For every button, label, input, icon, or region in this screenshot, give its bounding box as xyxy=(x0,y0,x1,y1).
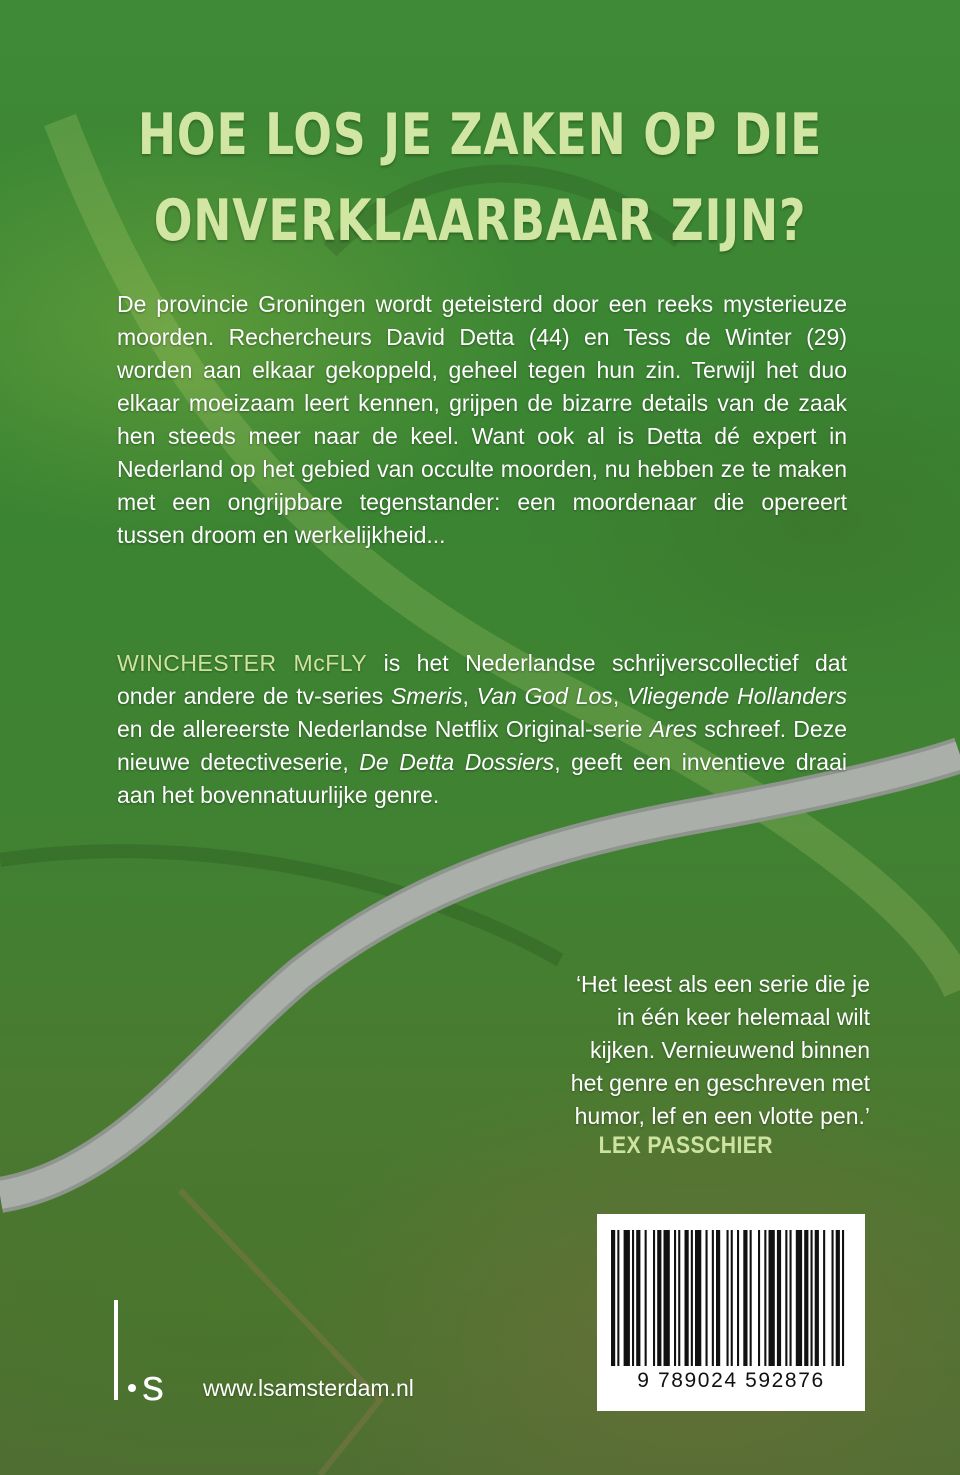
barcode-bar xyxy=(785,1230,787,1366)
barcode-bar xyxy=(811,1230,813,1366)
about-text-2: en de allereerste Nederlandse Netflix Original-serie xyxy=(117,716,650,742)
ls-logo-icon xyxy=(112,1300,192,1410)
barcode-panel xyxy=(597,1214,865,1411)
blurb-paragraph: De provincie Groningen wordt geteisterd door een reeks mysterieuze moorden. Rechercheurs David Detta (44) en Tess de Winter (29) worden aan elkaar gekoppeld, geheel tegen hun zin. Terwijl het duo elkaar moeizaam leert kennen, grijpen de bizarre details van de zaak hen steeds meer naar de keel. Want ook al is Detta dé expert in Nederland op het gebied van occulte moorden, nu hebben ze te maken met een ongrijpbare tegenstander: een moordenaar die opereert tussen droom en werkelijkheid... xyxy=(117,291,847,548)
quote-line: humor, lef en een vlotte pen.’ xyxy=(574,1103,870,1129)
barcode-bar xyxy=(769,1230,775,1366)
barcode-bar xyxy=(823,1230,825,1366)
barcode-bar xyxy=(804,1230,808,1366)
barcode-bar xyxy=(716,1230,720,1366)
isbn-number: 9 789024 592876 xyxy=(637,1369,825,1392)
barcode-bar xyxy=(743,1230,747,1366)
barcode-bar xyxy=(790,1230,792,1366)
review-quote xyxy=(470,968,870,1133)
barcode-bar xyxy=(750,1230,752,1366)
barcode-bar xyxy=(653,1230,655,1366)
publisher-website: www.lsamsterdam.nl xyxy=(203,1375,414,1401)
series-title-vliegende-hollanders: Vliegende Hollanders xyxy=(626,683,847,709)
series-title-de-detta-dossiers: De Detta Dossiers xyxy=(359,749,555,775)
barcode-bar xyxy=(706,1230,708,1366)
svg-text:s: s xyxy=(142,1361,164,1410)
separator-2: , xyxy=(612,683,627,709)
about-text-1: is het Nederlandse schrijverscollectief dat onder andere de tv-series xyxy=(117,650,847,709)
barcode-bar xyxy=(727,1230,729,1366)
quote-line: in één keer helemaal wilt xyxy=(616,1004,870,1030)
series-title-ares: Ares xyxy=(649,716,698,742)
separator-1: , xyxy=(462,683,477,709)
barcode-bar xyxy=(617,1230,619,1366)
barcode-bar xyxy=(632,1230,634,1366)
barcode-icon xyxy=(611,1230,851,1366)
about-text-3: schreef. Deze nieuwe detectiveserie, xyxy=(117,716,847,775)
headline xyxy=(96,92,864,264)
barcode-bar xyxy=(695,1230,701,1366)
barcode-bar xyxy=(815,1230,819,1366)
barcode-bar xyxy=(758,1230,760,1366)
barcode-bar xyxy=(611,1230,615,1366)
barcode-bar xyxy=(678,1230,680,1366)
barcode-bar xyxy=(674,1230,676,1366)
publisher-logo xyxy=(112,1300,192,1410)
quote-author: LEX PASSCHIER xyxy=(598,1132,773,1159)
barcode-bar xyxy=(836,1230,840,1366)
barcode-bar xyxy=(691,1230,693,1366)
barcode-bar xyxy=(636,1230,640,1366)
barcode-bar xyxy=(731,1230,733,1366)
author-name: WINCHESTER McFLY xyxy=(117,650,368,676)
headline-line-2: ONVERKLAARBAAR ZIJN? xyxy=(153,188,807,254)
barcode-bar xyxy=(842,1230,844,1366)
series-title-smeris: Smeris xyxy=(390,683,463,709)
barcode-bar xyxy=(764,1230,766,1366)
series-title-van-god-los: Van God Los xyxy=(476,683,613,709)
barcode-bar xyxy=(657,1230,661,1366)
about-text-4: , geeft een inventieve draai aan het bovennatuurlijke genre. xyxy=(117,749,847,808)
barcode-bar xyxy=(645,1230,647,1366)
author-paragraph xyxy=(117,647,847,812)
barcode-bar xyxy=(737,1230,739,1366)
headline-line-1: HOE LOS JE ZAKEN OP DIE xyxy=(137,102,823,168)
barcode-bar xyxy=(624,1230,630,1366)
quote-line: het genre en geschreven met xyxy=(570,1070,870,1096)
barcode-bar xyxy=(796,1230,802,1366)
barcode-bar xyxy=(777,1230,781,1366)
quote-line: kijken. Vernieuwend binnen xyxy=(589,1037,870,1063)
quote-line: ‘Het leest als een serie die je xyxy=(575,971,870,997)
barcode-bar xyxy=(712,1230,714,1366)
barcode-bar xyxy=(685,1230,689,1366)
barcode-bar xyxy=(832,1230,834,1366)
barcode-bar xyxy=(664,1230,670,1366)
